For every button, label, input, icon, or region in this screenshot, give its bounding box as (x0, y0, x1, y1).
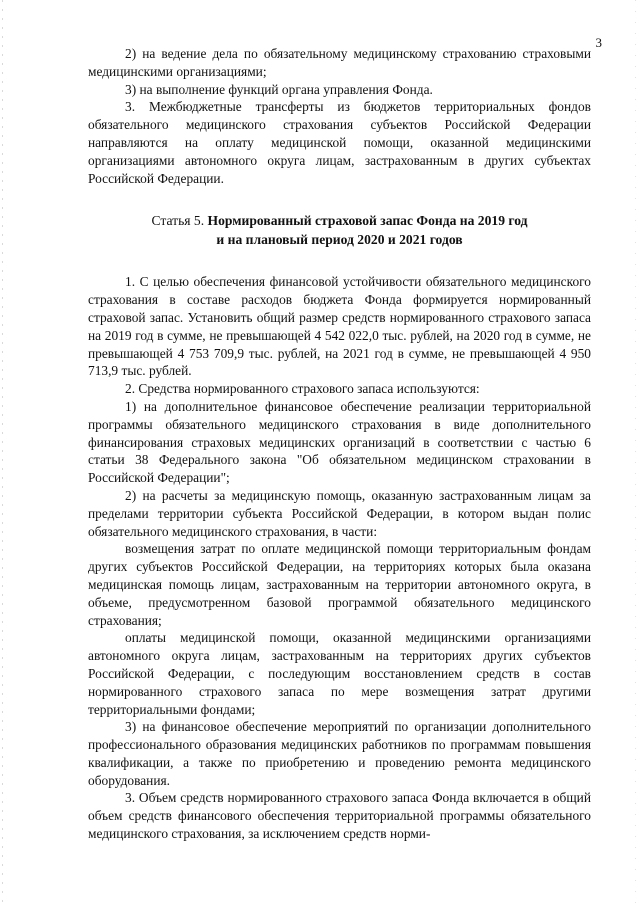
page-number: 3 (595, 35, 602, 50)
article-heading-line-1 (88, 211, 591, 230)
paragraph: 3. Межбюджетные трансферты из бюджетов территориальных фондов обязательного медицинского страхования субъектов Российской Федерации направляются на оплату медицинской помощи, оказанной медицинскими организациями автономного округа лицам, застрахованным в других субъектах Российской Федерации. (88, 99, 591, 186)
paragraph: 1. С целью обеспечения финансовой устойчивости обязательного медицинского страхования в составе расходов бюджета Фонда формируется нормированный страховой запас. Установить общий размер средств нормированного страхового запаса на 2019 год в сумме, не превышающей 4 542 022,0 тыс. рублей, на 2020 год в сумме, не превышающей 4 753 709,9 тыс. рублей, на 2021 год в сумме, не превышающей 4 950 713,9 тыс. рублей. (88, 274, 591, 379)
article-heading (88, 211, 591, 249)
paragraph: 3) на финансовое обеспечение мероприятий по организации дополнительного профессионального образования медицинских работников по программам повышения квалификации, а также по приобретению и проведению ремонта медицинского оборудования. (88, 719, 591, 788)
article-title-line-2: и на плановый период 2020 и 2021 годов (216, 232, 463, 248)
paragraph: 2. Средства нормированного страхового запаса используются: (125, 381, 480, 397)
scan-edge-right (635, 0, 636, 905)
article-title-line-1: Нормированный страховой запас Фонда на 2019 год (207, 213, 528, 229)
paragraph: оплаты медицинской помощи, оказанной медицинскими организациями автономного округа лицам, застрахованным на территориях других субъектов Российской Федерации, с последующим восстановлением средств в состав нормированного страхового запаса по мере возмещения затрат другими территориальными фондами; (88, 630, 591, 717)
paragraph: 1) на дополнительное финансовое обеспечение реализации территориальной программы обязательного медицинского страхования в виде дополнительного финансирования страховых медицинских организаций в соответствии с частью 6 статьи 38 Федерального закона "Об обязательном медицинском страховании в Российской Федерации"; (88, 398, 591, 486)
paragraph: 3. Объем средств нормированного страхового запаса Фонда включается в общий объем средств финансового обеспечения территориальной программы обязательного медицинского страхования, за исключением средств норми- (88, 790, 591, 842)
paragraph: возмещения затрат по оплате медицинской помощи территориальным фондам других субъектов Российской Федерации, на территориях которых была оказана медицинская помощь лицам, застрахованным на территории автономного округа, в объеме, предусмотренном базовой программой обязательного медицинского страхования; (88, 541, 591, 628)
paragraph: 3) на выполнение функций органа управления Фонда. (125, 81, 433, 97)
article-prefix: Статья 5. (151, 213, 208, 229)
document-body (88, 45, 591, 843)
paragraph: 2) на ведение дела по обязательному медицинскому страхованию страховыми медицинскими организациями; (88, 46, 591, 79)
paragraph: 2) на расчеты за медицинскую помощь, оказанную застрахованным лицам за пределами территории субъекта Российской Федерации, в котором выдан полис обязательного медицинского страхования, в части: (88, 487, 591, 539)
scan-edge-left (2, 0, 3, 905)
